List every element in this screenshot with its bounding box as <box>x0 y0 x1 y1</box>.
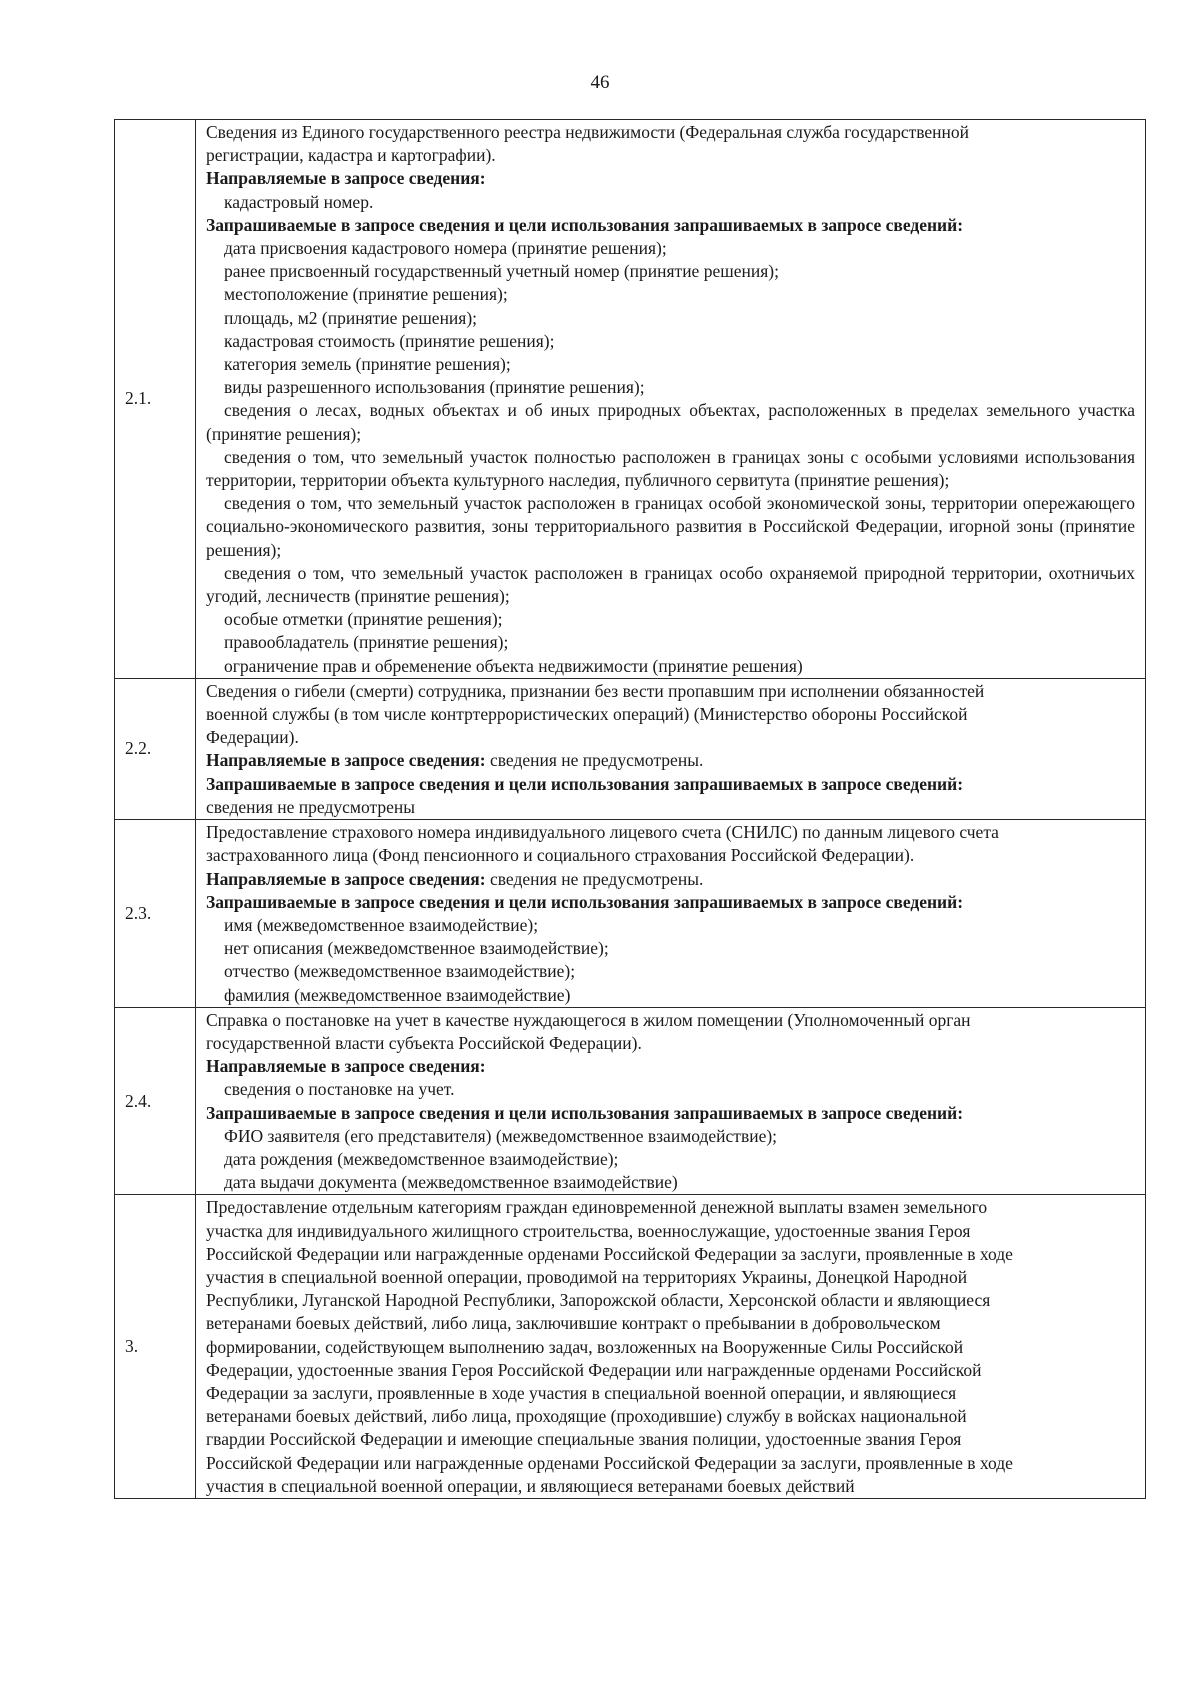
row-number: 2.1. <box>115 120 196 679</box>
row-content <box>196 120 1146 679</box>
table-row <box>115 1007 1146 1195</box>
list-item: нет описания (межведомственное взаимодействие); <box>224 938 609 959</box>
sent-value: сведения не предусмотрены. <box>485 868 704 889</box>
sent-label: Направляемые в запросе сведения: <box>206 168 486 189</box>
list-item: категория земель (принятие решения); <box>224 354 511 375</box>
row-content <box>196 678 1146 819</box>
sent-line <box>206 868 1135 891</box>
text-line: ветеранами боевых действий, либо лица, заключившие контракт о пребывании в добровольческом <box>206 1313 941 1334</box>
text-line: участия в специальной военной операции, и являющиеся ветеранами боевых действий <box>206 1475 855 1496</box>
text-line: ветеранами боевых действий, либо лица, проходящие (проходившие) службу в войсках национальной <box>206 1406 967 1427</box>
text-line: Российской Федерации или награжденные орденами Российской Федерации за заслуги, проявленные в ходе <box>206 1243 1013 1264</box>
sent-label: Направляемые в запросе сведения: <box>206 1056 486 1077</box>
row-number: 3. <box>115 1195 196 1499</box>
list-item: правообладатель (принятие решения); <box>224 632 509 653</box>
text-line: Федерации за заслуги, проявленные в ходе участия в специальной военной операции, и являющиеся <box>206 1382 957 1403</box>
list-item: дата выдачи документа (межведомственное взаимодействие) <box>224 1172 678 1193</box>
title-line: Справка о постановке на учет в качестве нуждающегося в жилом помещении (Уполномоченный орган <box>206 1009 971 1030</box>
sent-value: сведения не предусмотрены. <box>485 750 704 771</box>
paragraph-item: сведения о лесах, водных объектах и об иных природных объектах, расположенных в пределах земельного участка (принятие решения); <box>206 400 1135 444</box>
list-item: ФИО заявителя (его представителя) (межведомственное взаимодействие); <box>224 1125 778 1146</box>
requested-label: Запрашиваемые в запросе сведения и цели использования запрашиваемых в запросе сведений: <box>206 214 964 235</box>
list-item: фамилия (межведомственное взаимодействие) <box>224 984 571 1005</box>
list-item: ранее присвоенный государственный учетный номер (принятие решения); <box>224 261 779 282</box>
row-number: 2.2. <box>115 678 196 819</box>
paragraph-item: сведения о том, что земельный участок расположен в границах особо охраняемой природной территории, охотничьих угодий, лесничеств (принятие решения); <box>206 562 1135 607</box>
requested-label: Запрашиваемые в запросе сведения и цели использования запрашиваемых в запросе сведений: <box>206 1102 964 1123</box>
requested-value: сведения не предусмотрены <box>206 796 415 817</box>
title-line: государственной власти субъекта Российской Федерации). <box>206 1032 642 1053</box>
title-line: Федерации). <box>206 727 299 748</box>
text-line: участия в специальной военной операции, проводимой на территориях Украины, Донецкой Народной <box>206 1266 968 1287</box>
row-content <box>196 1007 1146 1195</box>
title-line: регистрации, кадастра и картографии). <box>206 145 496 166</box>
list-item: дата рождения (межведомственное взаимодействие); <box>224 1148 619 1169</box>
title-line: Сведения из Единого государственного реестра недвижимости (Федеральная служба государственной <box>206 122 970 142</box>
list-item: кадастровая стоимость (принятие решения); <box>224 330 555 351</box>
text-line: Федерации, удостоенные звания Героя Российской Федерации или награжденные орденами Российской <box>206 1359 982 1380</box>
text-line: Российской Федерации или награжденные орденами Российской Федерации за заслуги, проявленные в ходе <box>206 1452 1013 1473</box>
title-line: военной службы (в том числе контртеррористических операций) (Министерство обороны Российской <box>206 704 968 725</box>
table-row <box>115 678 1146 819</box>
paragraph-item: сведения о том, что земельный участок расположен в границах особой экономической зоны, территории опережающего социально-экономического развития, зоны территориального развития в Российской Федерации, игорной зоны (принятие решения); <box>206 493 1135 560</box>
row-content <box>196 1195 1146 1499</box>
title-line: Предоставление страхового номера индивидуального лицевого счета (СНИЛС) по данным лицевого счета <box>206 822 999 843</box>
sent-label: Направляемые в запросе сведения: <box>206 750 486 771</box>
document-table <box>114 119 1146 1499</box>
list-item: особые отметки (принятие решения); <box>224 609 503 630</box>
sent-line <box>206 749 1135 772</box>
list-item: имя (межведомственное взаимодействие); <box>224 914 539 935</box>
paragraph-item: сведения о том, что земельный участок полностью расположен в границах зоны с особыми условиями использования территории, территории объекта культурного наследия, публичного сервитута (принятие решения); <box>206 446 1135 491</box>
list-item: сведения о постановке на учет. <box>224 1079 455 1100</box>
text-line: формировании, содействующем выполнению задач, возложенных на Вооруженные Силы Российской <box>206 1336 964 1357</box>
list-item: местоположение (принятие решения); <box>224 284 508 305</box>
table-row <box>115 120 1146 679</box>
title-line: застрахованного лица (Фонд пенсионного и социального страхования Российской Федерации). <box>206 845 915 866</box>
row-number: 2.4. <box>115 1007 196 1195</box>
requested-label: Запрашиваемые в запросе сведения и цели использования запрашиваемых в запросе сведений: <box>206 891 964 912</box>
text-line: Республики, Луганской Народной Республики, Запорожской области, Херсонской области и являющиеся <box>206 1290 991 1311</box>
row-content <box>196 820 1146 1008</box>
table-row <box>115 820 1146 1008</box>
list-item: ограничение прав и обременение объекта недвижимости (принятие решения) <box>224 655 803 676</box>
list-item: кадастровый номер. <box>224 191 374 212</box>
page-number: 46 <box>590 72 610 93</box>
list-item: дата присвоения кадастрового номера (принятие решения); <box>224 238 667 259</box>
list-item: виды разрешенного использования (принятие решения); <box>224 377 645 398</box>
text-line: Предоставление отдельным категориям граждан единовременной денежной выплаты взамен земельного <box>206 1197 988 1218</box>
title-line: Сведения о гибели (смерти) сотрудника, признании без вести пропавшим при исполнении обязанностей <box>206 680 985 701</box>
row-number: 2.3. <box>115 820 196 1008</box>
list-item: площадь, м2 (принятие решения); <box>224 307 478 328</box>
text-line: гвардии Российской Федерации и имеющие специальные звания полиции, удостоенные звания Героя <box>206 1429 962 1450</box>
table-row <box>115 1195 1146 1499</box>
requested-label: Запрашиваемые в запросе сведения и цели использования запрашиваемых в запросе сведений: <box>206 773 964 794</box>
sent-label: Направляемые в запросе сведения: <box>206 868 486 889</box>
text-line: участка для индивидуального жилищного строительства, военнослужащие, удостоенные звания Героя <box>206 1220 971 1241</box>
list-item: отчество (межведомственное взаимодействие); <box>224 961 576 982</box>
